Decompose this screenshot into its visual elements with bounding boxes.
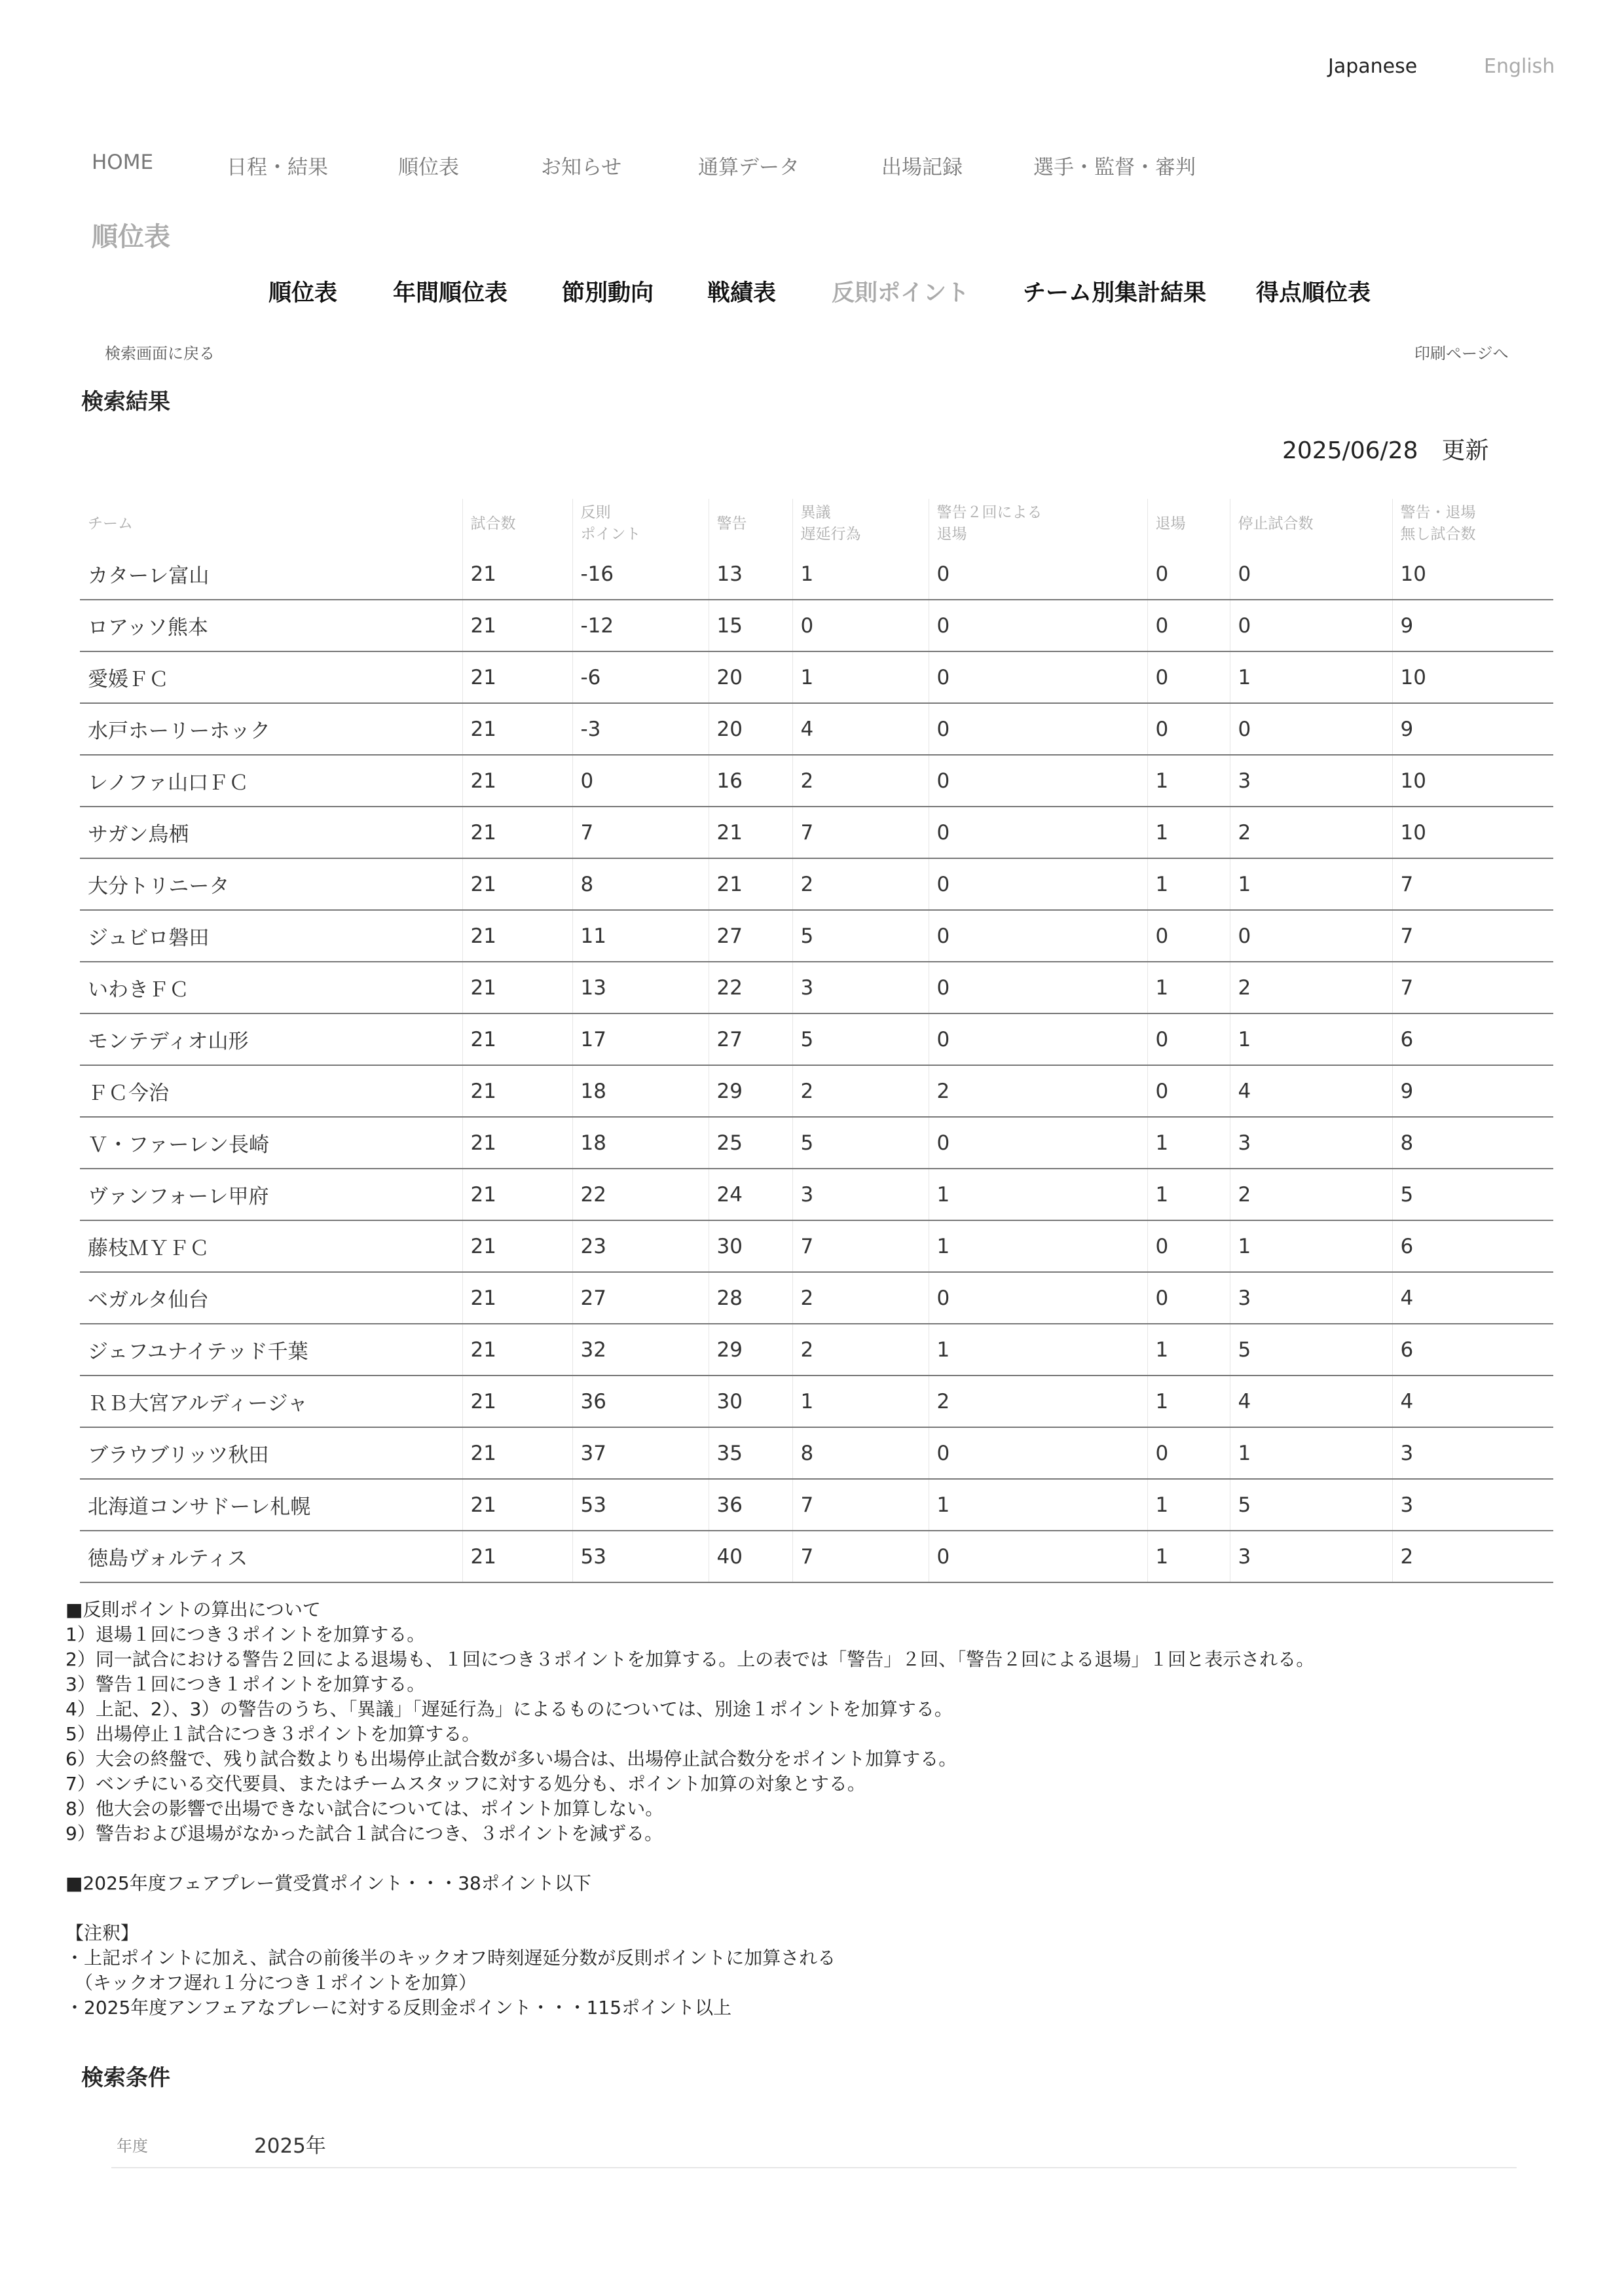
tab-team-totals[interactable]: チーム別集計結果 <box>1023 280 1207 306</box>
nav-players-staff-referees[interactable]: 選手・監督・審判 <box>1033 156 1196 179</box>
condition-label: 年度 <box>117 2137 148 2155</box>
note-line <box>65 1896 1314 1921</box>
stat-cell: 1 <box>1147 1324 1230 1376</box>
column-header: 反則 ポイント <box>572 499 709 549</box>
stat-cell: 0 <box>1147 1272 1230 1324</box>
print-page-link[interactable]: 印刷ページへ <box>1414 344 1509 363</box>
table-row <box>80 600 1553 651</box>
stat-cell: 5 <box>792 910 929 962</box>
stat-cell: 1 <box>1230 1013 1392 1065</box>
stat-cell: 2 <box>1230 962 1392 1013</box>
stat-cell: 0 <box>1147 1013 1230 1065</box>
team-name-cell: ジェフユナイテッド千葉 <box>80 1324 462 1376</box>
column-header: 試合数 <box>462 499 572 549</box>
stat-cell: 21 <box>462 1272 572 1324</box>
stat-cell: 27 <box>709 1013 792 1065</box>
stat-cell: 3 <box>792 962 929 1013</box>
stat-cell: 21 <box>462 1324 572 1376</box>
stat-cell: 21 <box>462 1427 572 1479</box>
tab-matchday-trend[interactable]: 節別動向 <box>562 280 654 306</box>
stat-cell: 10 <box>1392 807 1553 858</box>
table-row <box>80 1169 1553 1220</box>
stat-cell: 9 <box>1392 1065 1553 1117</box>
stat-cell: 21 <box>462 1117 572 1169</box>
table-row <box>80 1531 1553 1582</box>
stat-cell: 0 <box>929 1427 1147 1479</box>
column-header: 警告２回による 退場 <box>929 499 1147 549</box>
stat-cell: 5 <box>1230 1324 1392 1376</box>
stat-cell: 3 <box>1392 1427 1553 1479</box>
stat-cell: 9 <box>1392 703 1553 755</box>
column-header: 退場 <box>1147 499 1230 549</box>
stat-cell: 1 <box>1147 962 1230 1013</box>
tab-foul-points[interactable]: 反則ポイント <box>832 280 970 306</box>
stat-cell: 1 <box>792 651 929 703</box>
stat-cell: 0 <box>1230 549 1392 600</box>
stat-cell: 7 <box>792 1479 929 1531</box>
note-line: （キックオフ遅れ１分につき１ポイントを加算） <box>65 1972 477 1994</box>
stat-cell: 5 <box>1230 1479 1392 1531</box>
stat-cell: 20 <box>709 651 792 703</box>
stat-cell: 0 <box>929 703 1147 755</box>
stat-cell: 35 <box>709 1427 792 1479</box>
column-header: 警告 <box>709 499 792 549</box>
note-line: ・2025年度アンフェアなプレーに対する反則金ポイント・・・115ポイント以上 <box>65 1997 732 2018</box>
nav-news[interactable]: お知らせ <box>541 156 622 179</box>
stat-cell: 4 <box>792 703 929 755</box>
stat-cell: 22 <box>709 962 792 1013</box>
stat-cell: 2 <box>792 1065 929 1117</box>
stat-cell: 1 <box>1230 858 1392 910</box>
stat-cell: 0 <box>1147 651 1230 703</box>
team-name-cell: 藤枝ＭＹＦＣ <box>80 1220 462 1272</box>
stat-cell: 21 <box>462 962 572 1013</box>
table-row <box>80 807 1553 858</box>
stat-cell: 7 <box>792 807 929 858</box>
stat-cell: 1 <box>1147 1376 1230 1427</box>
stat-cell: 1 <box>1147 1531 1230 1582</box>
table-row <box>80 1376 1553 1427</box>
stat-cell: 18 <box>572 1065 709 1117</box>
stat-cell: 2 <box>1392 1531 1553 1582</box>
stat-cell: 24 <box>709 1169 792 1220</box>
stat-cell: 21 <box>709 858 792 910</box>
note-line: 6）大会の終盤で、残り試合数よりも出場停止試合数が多い場合は、出場停止試合数分をポイント加算する。 <box>65 1748 957 1770</box>
stat-cell: 1 <box>792 1376 929 1427</box>
stat-cell: -16 <box>572 549 709 600</box>
team-name-cell: ＦＣ今治 <box>80 1065 462 1117</box>
stat-cell: 30 <box>709 1220 792 1272</box>
stat-cell: 1 <box>1147 755 1230 807</box>
stat-cell: 37 <box>572 1427 709 1479</box>
column-header: 警告・退場 無し試合数 <box>1400 504 1476 543</box>
stat-cell: 30 <box>709 1376 792 1427</box>
stat-cell: 21 <box>462 1220 572 1272</box>
stat-cell: 1 <box>929 1324 1147 1376</box>
stat-cell: 21 <box>462 1169 572 1220</box>
stat-cell: 0 <box>929 962 1147 1013</box>
stat-cell: 6 <box>1392 1324 1553 1376</box>
team-name-cell: ロアッソ熊本 <box>80 600 462 651</box>
table-row <box>80 1117 1553 1169</box>
stat-cell: 0 <box>1230 703 1392 755</box>
stat-cell: 0 <box>929 651 1147 703</box>
note-line: 3）警告１回につき１ポイントを加算する。 <box>65 1673 426 1695</box>
stat-cell: 21 <box>462 1376 572 1427</box>
stat-cell: 36 <box>709 1479 792 1531</box>
note-line: 2）同一試合における警告２回による退場も、１回につき３ポイントを加算する。上の表では「警告」２回、「警告２回による退場」１回と表示される。 <box>65 1649 1315 1670</box>
stat-cell: 27 <box>572 1272 709 1324</box>
stat-cell: 9 <box>1392 600 1553 651</box>
foul-point-notes <box>65 1597 1314 2020</box>
stat-cell: 10 <box>1392 651 1553 703</box>
stat-cell: 29 <box>709 1324 792 1376</box>
stat-cell: 16 <box>709 755 792 807</box>
stat-cell: 0 <box>929 910 1147 962</box>
stat-cell: 3 <box>1230 1272 1392 1324</box>
stat-cell: 1 <box>1147 858 1230 910</box>
stat-cell: 5 <box>792 1013 929 1065</box>
stat-cell: 13 <box>572 962 709 1013</box>
team-name-cell: 大分トリニータ <box>80 858 462 910</box>
stat-cell: 5 <box>792 1117 929 1169</box>
stat-cell: 2 <box>1230 1169 1392 1220</box>
stat-cell: 7 <box>1392 910 1553 962</box>
stat-cell: 0 <box>929 1272 1147 1324</box>
table-row <box>80 1427 1553 1479</box>
note-line: ■2025年度フェアプレー賞受賞ポイント・・・38ポイント以下 <box>65 1872 591 1894</box>
note-line: 5）出場停止１試合につき３ポイントを加算する。 <box>65 1723 481 1745</box>
tab-results-table[interactable]: 戦績表 <box>707 280 777 306</box>
stat-cell: 7 <box>792 1220 929 1272</box>
stat-cell: 0 <box>572 755 709 807</box>
stat-cell: 2 <box>792 858 929 910</box>
stat-cell: 3 <box>1392 1479 1553 1531</box>
team-name-cell: ＲＢ大宮アルディージャ <box>80 1376 462 1427</box>
table-row <box>80 1324 1553 1376</box>
nav-career-data[interactable]: 通算データ <box>698 156 800 179</box>
stat-cell: 3 <box>792 1169 929 1220</box>
stat-cell: 1 <box>1147 1479 1230 1531</box>
nav-appearance-records[interactable]: 出場記録 <box>881 156 963 179</box>
stat-cell: -6 <box>572 651 709 703</box>
lang-japanese-link[interactable]: Japanese <box>1328 55 1418 78</box>
stat-cell: -3 <box>572 703 709 755</box>
stat-cell: 1 <box>1230 1220 1392 1272</box>
page-title: 順位表 <box>92 222 170 252</box>
note-line: 4）上記、2）、3）の警告のうち、「異議」「遅延行為」によるものについては、別途１ポイントを加算する。 <box>65 1698 953 1720</box>
stat-cell: 15 <box>709 600 792 651</box>
stat-cell: 1 <box>1147 1117 1230 1169</box>
stat-cell: 2 <box>792 1324 929 1376</box>
stat-cell: 4 <box>1392 1272 1553 1324</box>
nav-home[interactable]: HOME <box>92 151 154 174</box>
stat-cell: 40 <box>709 1531 792 1582</box>
tab-scorer-ranking[interactable]: 得点順位表 <box>1256 280 1371 306</box>
note-line: 【注釈】 <box>65 1922 139 1944</box>
stat-cell: 0 <box>1230 910 1392 962</box>
stat-cell: 21 <box>462 910 572 962</box>
stat-cell: 21 <box>462 807 572 858</box>
note-line: ・上記ポイントに加え、試合の前後半のキックオフ時刻遅延分数が反則ポイントに加算される <box>65 1947 836 1969</box>
stat-cell: 21 <box>462 703 572 755</box>
stat-cell: 21 <box>462 1013 572 1065</box>
team-name-cell: サガン鳥栖 <box>80 807 462 858</box>
stat-cell: 13 <box>709 549 792 600</box>
stat-cell: 21 <box>462 1531 572 1582</box>
table-row <box>80 549 1553 600</box>
team-name-cell: ジュビロ磐田 <box>80 910 462 962</box>
table-row <box>80 651 1553 703</box>
stat-cell: 4 <box>1230 1376 1392 1427</box>
table-body <box>80 549 1553 1582</box>
stat-cell: 0 <box>929 807 1147 858</box>
stat-cell: 6 <box>1392 1013 1553 1065</box>
stat-cell: 3 <box>1230 755 1392 807</box>
team-name-cell: 愛媛ＦＣ <box>80 651 462 703</box>
results-heading: 検索結果 <box>81 389 170 415</box>
tab-annual-standings[interactable]: 年間順位表 <box>393 280 508 306</box>
table-row <box>80 962 1553 1013</box>
nav-schedule-results[interactable]: 日程・結果 <box>227 156 328 179</box>
stat-cell: 21 <box>462 755 572 807</box>
note-line: 9）警告および退場がなかった試合１試合につき、３ポイントを減ずる。 <box>65 1823 663 1844</box>
stat-cell: 11 <box>572 910 709 962</box>
nav-standings[interactable]: 順位表 <box>398 156 459 179</box>
stat-cell: 53 <box>572 1531 709 1582</box>
column-header: 停止試合数 <box>1230 499 1392 549</box>
stat-cell: 10 <box>1392 755 1553 807</box>
table-row <box>80 910 1553 962</box>
stat-cell: -12 <box>572 600 709 651</box>
stat-cell: 6 <box>1392 1220 1553 1272</box>
stat-cell: 2 <box>929 1376 1147 1427</box>
team-name-cell: レノファ山口ＦＣ <box>80 755 462 807</box>
stat-cell: 2 <box>1230 807 1392 858</box>
stat-cell: 7 <box>1392 858 1553 910</box>
team-name-cell: 北海道コンサドーレ札幌 <box>80 1479 462 1531</box>
stat-cell: 0 <box>929 1531 1147 1582</box>
column-header: チーム <box>80 499 462 549</box>
stat-cell: 0 <box>1147 600 1230 651</box>
stat-cell: 7 <box>1392 962 1553 1013</box>
table-row <box>80 1479 1553 1531</box>
stat-cell: 23 <box>572 1220 709 1272</box>
stat-cell: 0 <box>1147 703 1230 755</box>
stat-cell: 1 <box>929 1220 1147 1272</box>
stat-cell: 29 <box>709 1065 792 1117</box>
stat-cell: 22 <box>572 1169 709 1220</box>
stat-cell: 1 <box>1147 1169 1230 1220</box>
stat-cell: 21 <box>462 549 572 600</box>
stat-cell: 0 <box>1147 1065 1230 1117</box>
stat-cell: 3 <box>1230 1117 1392 1169</box>
table-row <box>80 1220 1553 1272</box>
back-to-search-link[interactable]: 検索画面に戻る <box>105 344 215 363</box>
stat-cell: 0 <box>929 600 1147 651</box>
stat-cell: 21 <box>462 1065 572 1117</box>
stat-cell: 2 <box>792 755 929 807</box>
table-row <box>80 755 1553 807</box>
stat-cell: 8 <box>1392 1117 1553 1169</box>
stat-cell: 18 <box>572 1117 709 1169</box>
team-name-cell: いわきＦＣ <box>80 962 462 1013</box>
stat-cell: 8 <box>792 1427 929 1479</box>
stat-cell: 10 <box>1392 549 1553 600</box>
stat-cell: 0 <box>1230 600 1392 651</box>
stat-cell: 0 <box>1147 1220 1230 1272</box>
stat-cell: 53 <box>572 1479 709 1531</box>
condition-value: 2025年 <box>254 2134 326 2158</box>
stat-cell: 0 <box>929 858 1147 910</box>
stat-cell: 27 <box>709 910 792 962</box>
stat-cell: 3 <box>1230 1531 1392 1582</box>
lang-english-link[interactable]: English <box>1484 55 1555 78</box>
note-line: ■反則ポイントの算出について <box>65 1599 321 1620</box>
stat-cell: 0 <box>929 549 1147 600</box>
stat-cell: 21 <box>462 1479 572 1531</box>
table-row <box>80 858 1553 910</box>
conditions-heading: 検索条件 <box>81 2065 170 2091</box>
stat-cell: 21 <box>462 858 572 910</box>
table-header-row <box>80 499 1553 549</box>
stat-cell: 0 <box>1147 910 1230 962</box>
stat-cell: 1 <box>929 1169 1147 1220</box>
stat-cell: 25 <box>709 1117 792 1169</box>
stat-cell: 7 <box>572 807 709 858</box>
team-name-cell: ヴァンフォーレ甲府 <box>80 1169 462 1220</box>
stat-cell: 1 <box>792 549 929 600</box>
team-name-cell: ブラウブリッツ秋田 <box>80 1427 462 1479</box>
stat-cell: 1 <box>1147 807 1230 858</box>
stat-cell: 0 <box>1147 1427 1230 1479</box>
note-line: 1）退場１回につき３ポイントを加算する。 <box>65 1624 426 1645</box>
stat-cell: 0 <box>929 755 1147 807</box>
stat-cell: 4 <box>1230 1065 1392 1117</box>
stat-cell: 21 <box>709 807 792 858</box>
foul-points-table <box>80 499 1553 1583</box>
team-name-cell: カターレ富山 <box>80 549 462 600</box>
team-name-cell: Ｖ・ファーレン長崎 <box>80 1117 462 1169</box>
tab-standings[interactable]: 順位表 <box>268 280 338 306</box>
table-row <box>80 703 1553 755</box>
stat-cell: 21 <box>462 651 572 703</box>
note-line: 7）ベンチにいる交代要員、またはチームスタッフに対する処分も、ポイント加算の対象とする。 <box>65 1773 866 1795</box>
condition-row-year <box>111 2120 1517 2168</box>
stat-cell: 17 <box>572 1013 709 1065</box>
stat-cell: 5 <box>1392 1169 1553 1220</box>
stat-cell: 1 <box>1230 1427 1392 1479</box>
stat-cell: 32 <box>572 1324 709 1376</box>
stat-cell: 20 <box>709 703 792 755</box>
team-name-cell: 徳島ヴォルティス <box>80 1531 462 1582</box>
updated-date: 2025/06/28 更新 <box>1282 437 1489 464</box>
table-row <box>80 1272 1553 1324</box>
stat-cell: 0 <box>792 600 929 651</box>
note-line <box>65 1846 1314 1871</box>
stat-cell: 28 <box>709 1272 792 1324</box>
stat-cell: 0 <box>929 1117 1147 1169</box>
stat-cell: 0 <box>1147 549 1230 600</box>
stat-cell: 4 <box>1392 1376 1553 1427</box>
table-row <box>80 1065 1553 1117</box>
stat-cell: 2 <box>929 1065 1147 1117</box>
stat-cell: 0 <box>929 1013 1147 1065</box>
note-line: 8）他大会の影響で出場できない試合については、ポイント加算しない。 <box>65 1798 664 1819</box>
table-row <box>80 1013 1553 1065</box>
team-name-cell: モンテディオ山形 <box>80 1013 462 1065</box>
stat-cell: 1 <box>929 1479 1147 1531</box>
stat-cell: 21 <box>462 600 572 651</box>
stat-cell: 7 <box>792 1531 929 1582</box>
team-name-cell: ベガルタ仙台 <box>80 1272 462 1324</box>
stat-cell: 2 <box>792 1272 929 1324</box>
team-name-cell: 水戸ホーリーホック <box>80 703 462 755</box>
stat-cell: 36 <box>572 1376 709 1427</box>
column-header: 異議 遅延行為 <box>792 499 929 549</box>
stat-cell: 1 <box>1230 651 1392 703</box>
stat-cell: 8 <box>572 858 709 910</box>
